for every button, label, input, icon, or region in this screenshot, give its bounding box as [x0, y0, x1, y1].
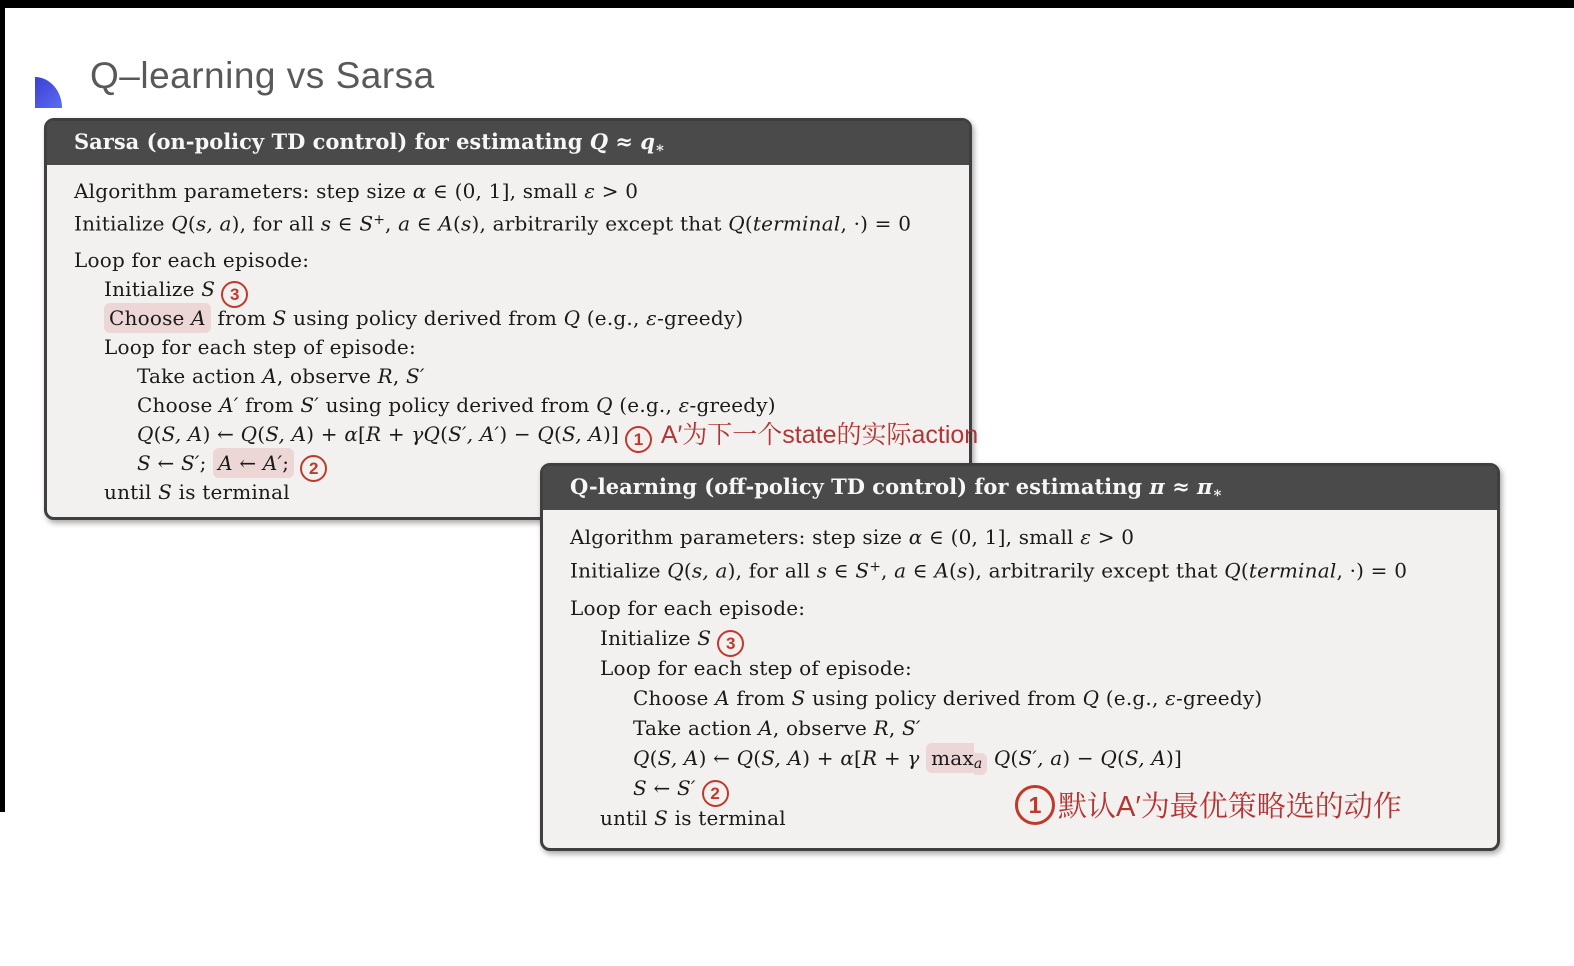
code-segment: ), arbitrarily except that [471, 210, 729, 235]
code-segment: (e.g., [1099, 685, 1166, 710]
code-segment: ( [1240, 557, 1249, 582]
algorithm-line [570, 683, 1491, 713]
algorithm-line [74, 177, 963, 206]
algorithm-line [570, 552, 1491, 582]
algorithm-line [570, 522, 1491, 552]
code-segment: S [137, 450, 151, 475]
code-segment: ) + [306, 421, 345, 446]
code-segment: S [654, 805, 669, 830]
code-segment: Q [596, 392, 613, 417]
code-segment: A [262, 363, 277, 388]
code-segment: > 0 [595, 178, 639, 203]
code-segment: s [957, 557, 968, 582]
code-segment: + [373, 211, 385, 228]
code-segment: Loop for each step of episode: [600, 655, 912, 680]
algorithm-line [74, 420, 979, 449]
code-segment: Q-learning (off-policy TD control) for estimating [570, 474, 1150, 499]
code-segment: Q [1224, 557, 1241, 582]
code-segment: Q [1100, 745, 1118, 770]
highlighted-code-segment: A′ [263, 448, 282, 478]
highlighted-code-segment: A [213, 448, 233, 478]
code-segment: , ·) = 0 [1336, 557, 1408, 582]
sarsa-box-title [47, 121, 969, 165]
code-segment: Loop for each episode: [570, 595, 806, 620]
algorithm-line [570, 623, 1491, 653]
code-segment: -greedy) [657, 305, 744, 330]
code-segment: R [862, 745, 878, 770]
code-segment: S, A [657, 745, 699, 770]
code-segment: -greedy) [689, 392, 776, 417]
code-segment: > 0 [1091, 524, 1135, 549]
algorithm-line [570, 743, 1491, 773]
code-segment: ( [949, 557, 958, 582]
code-segment: ← [646, 775, 677, 800]
code-segment: S, A [761, 745, 803, 770]
code-segment: S, A [265, 421, 307, 446]
code-segment: Q [736, 745, 754, 770]
code-segment: Q [1082, 685, 1100, 710]
code-segment: ∗ [1212, 484, 1223, 502]
code-segment: is terminal [172, 479, 290, 504]
left-border [0, 0, 5, 812]
code-segment: π [1196, 474, 1213, 499]
code-segment: [ [854, 745, 863, 770]
highlighted-code-segment: ← [233, 448, 263, 478]
algorithm-line [74, 206, 963, 235]
code-segment: Q [589, 129, 608, 154]
code-segment: Loop for each step of episode: [104, 334, 416, 359]
code-segment: )] [1165, 745, 1182, 770]
code-segment: ( [440, 421, 449, 446]
algorithm-line [74, 246, 963, 275]
code-segment: s [816, 557, 828, 582]
algorithm-line [74, 275, 963, 304]
annotation-text: 默认A′为最优策略选的动作 [1058, 791, 1402, 823]
code-segment: , [392, 363, 407, 388]
code-segment: -greedy) [1176, 685, 1263, 710]
code-segment: S [633, 775, 647, 800]
code-segment: ∈ [906, 557, 935, 582]
code-segment: S′ [676, 775, 696, 800]
code-segment: (e.g., [612, 392, 679, 417]
algorithm-line [570, 593, 1491, 623]
code-segment: terminal [752, 210, 841, 235]
code-segment: using policy derived from [805, 685, 1083, 710]
code-segment: ( [1117, 745, 1126, 770]
code-segment: γQ [411, 421, 441, 446]
highlighted-code-segment: Choose [104, 303, 191, 333]
code-segment: a [894, 557, 907, 582]
algorithm-line [74, 304, 963, 333]
code-segment: ( [453, 210, 462, 235]
code-segment: Initialize [570, 557, 668, 582]
code-segment: α [840, 745, 855, 770]
qlearning-box-title [543, 466, 1497, 510]
code-segment: ) + [802, 745, 841, 770]
highlighted-code-segment: A [191, 303, 211, 333]
sarsa-algorithm-box [44, 118, 979, 520]
code-segment: [ [358, 421, 367, 446]
code-segment: is terminal [668, 805, 786, 830]
code-segment: a [398, 210, 411, 235]
code-segment: S [697, 625, 712, 650]
algorithm-line [570, 713, 1491, 743]
code-segment: from [729, 685, 792, 710]
code-segment: s [461, 210, 472, 235]
code-segment: Initialize [74, 210, 172, 235]
code-segment: S′ [180, 450, 200, 475]
algorithm-line [570, 653, 1491, 683]
code-segment: S [855, 557, 870, 582]
code-segment: ( [187, 210, 196, 235]
code-segment: from [210, 305, 273, 330]
code-segment: S [158, 479, 173, 504]
code-segment: ∈ (0, 1], small [426, 178, 585, 203]
code-segment: , ·) = 0 [840, 210, 912, 235]
code-segment: S, A [562, 421, 603, 446]
code-segment: s, a [691, 557, 728, 582]
code-segment: ∈ [827, 557, 856, 582]
circled-number: 2 [300, 455, 327, 482]
circled-number: 1 [625, 426, 652, 453]
code-segment: ( [257, 421, 266, 446]
code-segment: Choose [137, 392, 220, 417]
code-segment: + [381, 421, 412, 446]
code-segment: ; [199, 450, 214, 475]
code-segment: Algorithm parameters: step size [74, 178, 413, 203]
code-segment: α [908, 524, 923, 549]
code-segment: ∈ [331, 210, 360, 235]
code-segment: S [791, 685, 806, 710]
highlighted-code-segment: max [926, 743, 974, 773]
code-segment: Q [240, 421, 258, 446]
code-segment: S′ [902, 715, 921, 740]
code-segment: A [758, 715, 773, 740]
code-segment: ) ← [202, 421, 241, 446]
code-segment: ε [678, 392, 690, 417]
code-segment: γ [907, 745, 927, 770]
code-segment: Q [728, 210, 745, 235]
code-segment: S′ [406, 363, 425, 388]
code-segment: Q [537, 421, 554, 446]
code-segment: ( [1010, 745, 1019, 770]
code-segment: A [715, 685, 730, 710]
code-segment: ), for all [727, 557, 817, 582]
code-segment: from [238, 392, 301, 417]
circled-number: 3 [717, 630, 744, 657]
code-segment: Sarsa (on-policy TD control) for estimating [74, 129, 590, 154]
code-segment: q [640, 129, 655, 154]
code-segment: Take action [137, 363, 263, 388]
highlighted-code-segment: ; [282, 448, 294, 478]
code-segment: Q [993, 745, 1011, 770]
code-segment: ( [649, 745, 658, 770]
code-segment: , [384, 210, 399, 235]
code-segment: ← [150, 450, 181, 475]
algorithm-line [74, 362, 963, 391]
qlearning-algorithm-box [540, 463, 1500, 851]
code-segment: + [869, 558, 881, 575]
code-segment: ( [683, 557, 692, 582]
code-segment: S [201, 276, 216, 301]
code-segment: , observe [276, 363, 378, 388]
code-segment: S [359, 210, 374, 235]
code-segment: A [438, 210, 454, 235]
code-segment: ( [744, 210, 753, 235]
code-segment: , observe [772, 715, 874, 740]
code-segment: ∈ (0, 1], small [922, 524, 1081, 549]
code-segment: Algorithm parameters: step size [570, 524, 909, 549]
code-segment: α [412, 178, 427, 203]
code-segment: ( [753, 745, 762, 770]
highlighted-code-segment: a [974, 753, 987, 775]
code-segment: S, A [1125, 745, 1166, 770]
code-segment: )] [602, 421, 619, 446]
algorithm-line [74, 333, 963, 362]
code-segment: S′ [300, 392, 320, 417]
code-segment: s, a [195, 210, 232, 235]
code-segment: Q [667, 557, 684, 582]
code-segment: s [320, 210, 332, 235]
code-segment: A′ [219, 392, 239, 417]
code-segment: (e.g., [580, 305, 647, 330]
top-border [0, 0, 1574, 8]
code-segment: π [1149, 474, 1165, 499]
code-segment: , [880, 557, 895, 582]
slide-accent-icon [35, 77, 62, 108]
algorithm-line [74, 391, 963, 420]
code-segment: ≈ [1164, 474, 1197, 499]
code-segment: S′, A′ [448, 421, 500, 446]
code-segment: ∗ [654, 139, 666, 157]
code-segment: + [877, 745, 908, 770]
code-segment: Initialize [600, 625, 698, 650]
page-title: Q–learning vs Sarsa [90, 55, 435, 96]
qlearning-annotation [1015, 784, 1402, 825]
code-segment: ε [1080, 524, 1092, 549]
code-segment: A [934, 557, 950, 582]
code-segment: ) − [499, 421, 538, 446]
code-segment: ≈ [608, 129, 641, 154]
code-segment: ) − [1062, 745, 1101, 770]
code-segment: Q [633, 745, 650, 770]
code-segment: Q [563, 305, 581, 330]
circled-number: 2 [702, 780, 729, 807]
code-segment: ε [584, 178, 596, 203]
code-segment: using policy derived from [286, 305, 564, 330]
code-segment: R [366, 421, 382, 446]
code-segment: ε [1165, 685, 1177, 710]
code-segment: S, A [161, 421, 203, 446]
code-segment: ε [646, 305, 658, 330]
code-segment: ( [554, 421, 563, 446]
code-segment: Take action [633, 715, 759, 740]
code-segment: Choose [633, 685, 716, 710]
code-segment: Q [137, 421, 154, 446]
code-segment: S [272, 305, 287, 330]
circled-number: 1 [1015, 785, 1055, 825]
circled-number: 3 [221, 281, 248, 308]
code-segment: ) ← [698, 745, 737, 770]
annotation-text: A′为下一个state的实际action [653, 420, 979, 449]
code-segment: Q [171, 210, 188, 235]
code-segment: , [888, 715, 903, 740]
code-segment: Initialize [104, 276, 202, 301]
code-segment: R [377, 363, 393, 388]
code-segment: R [873, 715, 889, 740]
code-segment: until [600, 805, 655, 830]
code-segment: ), arbitrarily except that [967, 557, 1225, 582]
code-segment: α [344, 421, 359, 446]
code-segment: S′, a [1018, 745, 1063, 770]
code-segment: using policy derived from [319, 392, 597, 417]
code-segment: ∈ [410, 210, 439, 235]
code-segment: terminal [1248, 557, 1337, 582]
sarsa-box-body [47, 165, 979, 507]
code-segment: until [104, 479, 159, 504]
code-segment: Loop for each episode: [74, 247, 310, 272]
code-segment: ( [153, 421, 162, 446]
code-segment: ), for all [231, 210, 321, 235]
